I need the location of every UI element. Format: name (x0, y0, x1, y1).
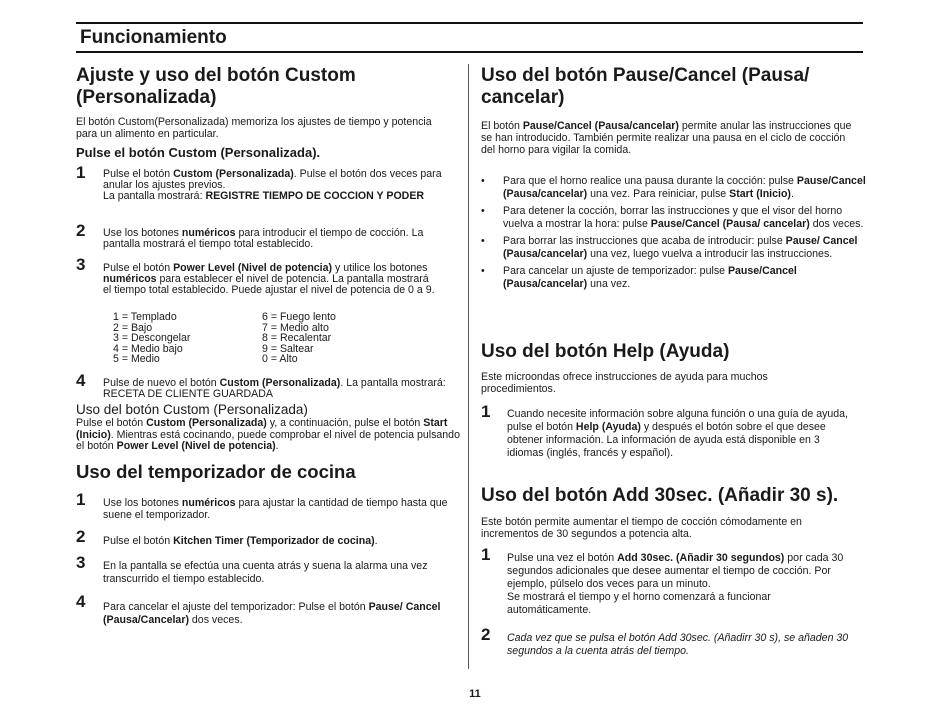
add30-step-1-number: 1 (481, 545, 491, 564)
add30-step-1-text (507, 552, 852, 617)
pause-title (481, 65, 881, 109)
help-intro: Este microondas ofrece instrucciones de ayuda para muchos procedimientos. (481, 371, 768, 395)
help-title: Uso del botón Help (Ayuda) (481, 341, 730, 362)
power-levels-col1 (113, 312, 190, 365)
custom-use-mid2: . Mientras está cocinando, puede comprobar el nivel de potencia pulsando el botón (76, 428, 460, 452)
timer-step-1-bold: numéricos (181, 497, 236, 509)
pause-title-line2: cancelar) (481, 87, 565, 108)
pause-bullet-4-pre: Para cancelar un ajuste de temporizador: pulse (503, 265, 728, 277)
custom-step-2-bold: numéricos (181, 227, 236, 239)
custom-step-1-pre: Pulse el botón (103, 168, 174, 180)
add30-step-1-line2: Se mostrará el tiempo y el horno comenzará a funcionar automáticamente. (507, 591, 771, 616)
add30-step-1-post: por cada 30 segundos adicionales que desee aumentar el tiempo de cocción. Por ejemplo, púlselo dos veces para un minuto. (507, 552, 844, 590)
help-step-1-bold: Help (Ayuda) (575, 421, 641, 433)
pause-bullet-1-post: . (790, 188, 794, 200)
power-level-item: 8 = Recalentar (262, 332, 332, 344)
pause-intro-pre: El botón (481, 120, 523, 132)
pause-title-line1: Uso del botón Pause/Cancel (Pausa/ (481, 65, 810, 86)
add30-step-2-italic: Cada vez que se pulsa el botón Add 30sec. (Añadirr 30 s), se añaden 30 segundos a la cuenta atrás del tiempo. (507, 632, 849, 657)
power-level-item: 5 = Medio (113, 353, 160, 365)
custom-use-text (76, 418, 461, 453)
custom-use-bold1: Custom (Personalizada) (146, 417, 267, 429)
custom-step-4-bold: Custom (Personalizada) (219, 377, 341, 389)
timer-step-4-pre: Para cancelar el ajuste del temporizador: Pulse el botón (103, 601, 369, 613)
list-item (481, 175, 866, 201)
pause-bullet-3-mid: una vez, luego vuelva a introducir las instrucciones. (587, 248, 833, 260)
custom-step-1-bold: Custom (Personalizada) (173, 168, 294, 180)
pause-bullet-2-mid: dos veces. (809, 218, 864, 230)
pause-bullet-4-bold: Pause/Cancel (Pausa/cancelar) (503, 265, 797, 290)
custom-step-3-number: 3 (76, 255, 86, 274)
timer-step-3-pre: En la pantalla se efectúa una cuenta atrás y suena la alarma una vez transcurrido el tiempo establecido. (103, 560, 428, 585)
custom-step-3-bold2: numéricos (103, 273, 157, 285)
custom-intro: El botón Custom(Personalizada) memoriza los ajustes de tiempo y potencia para un alimento en particular. (76, 116, 432, 140)
top-rule (76, 22, 863, 24)
power-level-item: 0 = Alto (262, 353, 298, 365)
add30-title: Uso del botón Add 30sec. (Añadir 30 s). (481, 485, 839, 506)
help-step-1-pre: Cuando necesite información sobre alguna función o una guía de ayuda, pulse el botón (507, 408, 849, 433)
pause-bullet-1-bold2: Start (Inicio) (729, 188, 791, 200)
list-item (481, 235, 866, 261)
timer-step-4-text (103, 601, 448, 627)
pause-intro-bold: Pause/Cancel (Pausa/cancelar) (522, 120, 679, 132)
pause-bullet-3-bold: Pause/ Cancel (Pausa/cancelar) (503, 235, 858, 260)
section-title: Funcionamiento (80, 27, 227, 48)
power-level-item: 7 = Medio alto (262, 321, 329, 334)
power-level-item: 9 = Saltear (262, 342, 314, 355)
custom-step-4-post: . La pantalla mostrará: RECETA DE CLIENTE GUARDADA (103, 377, 446, 400)
custom-step-1-display-text: REGISTRE TIEMPO DE COCCION Y PODER (205, 190, 425, 202)
custom-title-line2: (Personalizada) (76, 87, 217, 108)
custom-step-2-post: para introducir el tiempo de cocción. La pantalla mostrará el tiempo total establecido. (103, 227, 424, 250)
timer-step-1-number: 1 (76, 490, 86, 509)
custom-title-line1: Ajuste y uso del botón Custom (76, 65, 356, 86)
custom-step-3-bold1: Power Level (Nivel de potencia) (173, 262, 333, 274)
list-item (481, 265, 866, 291)
help-step-1-number: 1 (481, 402, 491, 421)
custom-subhead: Pulse el botón Custom (Personalizada). (76, 145, 321, 160)
pause-intro (481, 120, 853, 156)
pause-bullet-1-pre: Para que el horno realice una pausa durante la cocción: pulse (503, 175, 797, 187)
custom-step-4-pre: Pulse de nuevo el botón (103, 377, 220, 389)
timer-step-2-text (103, 535, 458, 547)
add30-step-1-bold: Add 30sec. (Añadir 30 segundos) (617, 552, 785, 564)
help-step-1-text (507, 408, 857, 460)
custom-step-1-number: 1 (76, 163, 86, 182)
custom-use-mid1: y, a continuación, pulse el botón (266, 417, 424, 429)
page-number: 11 (469, 688, 481, 700)
timer-step-4-post: dos veces. (188, 614, 243, 626)
custom-step-4-number: 4 (76, 371, 86, 390)
custom-step-1-post: . Pulse el botón dos veces para anular los ajustes previos. (103, 168, 442, 191)
custom-use-pre: Pulse el botón (76, 417, 147, 429)
add30-step-2-number: 2 (481, 625, 491, 644)
custom-use-end: . (275, 440, 279, 452)
timer-step-1-pre: Use los botones (103, 497, 182, 509)
timer-step-4-bold: Pause/ Cancel (Pausa/Cancelar) (103, 601, 441, 626)
power-level-item: 4 = Medio bajo (113, 342, 183, 355)
power-level-item: 2 = Bajo (113, 321, 153, 334)
column-divider (468, 64, 469, 669)
pause-bullet-1-mid: una vez. Para reiniciar, pulse (587, 188, 730, 200)
custom-use-subhead: Uso del botón Custom (Personalizada) (76, 402, 308, 417)
power-levels-col2 (262, 312, 336, 365)
power-level-item: 3 = Descongelar (113, 332, 191, 344)
timer-step-3-text (103, 560, 458, 586)
custom-step-1-text (103, 169, 458, 202)
add30-step-1-pre: Pulse una vez el botón (507, 552, 618, 564)
custom-use-bold2: Start (Inicio) (76, 417, 448, 441)
custom-step-1-line2-pre: La pantalla mostrará: (103, 190, 206, 202)
help-step-1-post: y después el botón sobre el que desee obtener información. La información de ayuda está disponible en 3 idiomas (inglés, francés y español). (507, 421, 826, 459)
header-rule (76, 51, 863, 53)
pause-bullet-3-pre: Para borrar las instrucciones que acaba de introducir: pulse (503, 235, 786, 247)
custom-step-3-text (103, 263, 438, 296)
pause-bullet-4-mid: una vez. (587, 278, 631, 290)
pause-bullet-2-bold: Pause/Cancel (Pausa/ cancelar) (650, 218, 810, 230)
timer-step-2-bold: Kitchen Timer (Temporizador de cocina) (173, 535, 375, 547)
power-level-item: 1 = Templado (113, 311, 177, 323)
timer-title: Uso del temporizador de cocina (76, 461, 356, 482)
add30-step-2-text (507, 632, 852, 658)
pause-bullet-list (481, 175, 866, 295)
custom-step-3-mid: y utilice los botones (332, 262, 428, 274)
custom-use-bold3: Power Level (Nivel de potencia) (116, 440, 276, 452)
custom-step-4-text (103, 378, 448, 400)
custom-step-3-pre: Pulse el botón (103, 262, 174, 274)
timer-step-3-number: 3 (76, 553, 86, 572)
add30-intro: Este botón permite aumentar el tiempo de cocción cómodamente en incrementos de 30 segundos a potencia alta. (481, 516, 802, 540)
custom-step-3-post: para establecer el nivel de potencia. La pantalla mostrará el tiempo total establecido. Puede ajustar el nivel de potencia de 0 a 9. (103, 273, 435, 296)
timer-step-1-post: para ajustar la cantidad de tiempo hasta que suene el temporizador. (103, 497, 448, 521)
pause-bullet-1-bold1: Pause/Cancel (Pausa/cancelar) (503, 175, 866, 200)
custom-step-2-number: 2 (76, 221, 86, 240)
power-level-item: 6 = Fuego lento (262, 311, 336, 323)
custom-title (76, 65, 461, 109)
pause-intro-post: permite anular las instrucciones que se han introducido. También permite realizar una pausa en el ciclo de cocción del horno para vigilar la comida. (481, 120, 852, 156)
list-item (481, 205, 866, 231)
custom-step-2-pre: Use los botones (103, 227, 182, 239)
timer-step-2-pre: Pulse el botón (103, 535, 174, 547)
pause-bullet-2-pre: Para detener la cocción, borrar las instrucciones y que el visor del horno vuelva a mostrar la hora: pulse (503, 205, 843, 230)
timer-step-2-post: . (374, 535, 378, 547)
timer-step-1-text (103, 497, 448, 521)
timer-step-2-number: 2 (76, 527, 86, 546)
custom-step-2-text (103, 228, 458, 250)
timer-step-4-number: 4 (76, 592, 86, 611)
